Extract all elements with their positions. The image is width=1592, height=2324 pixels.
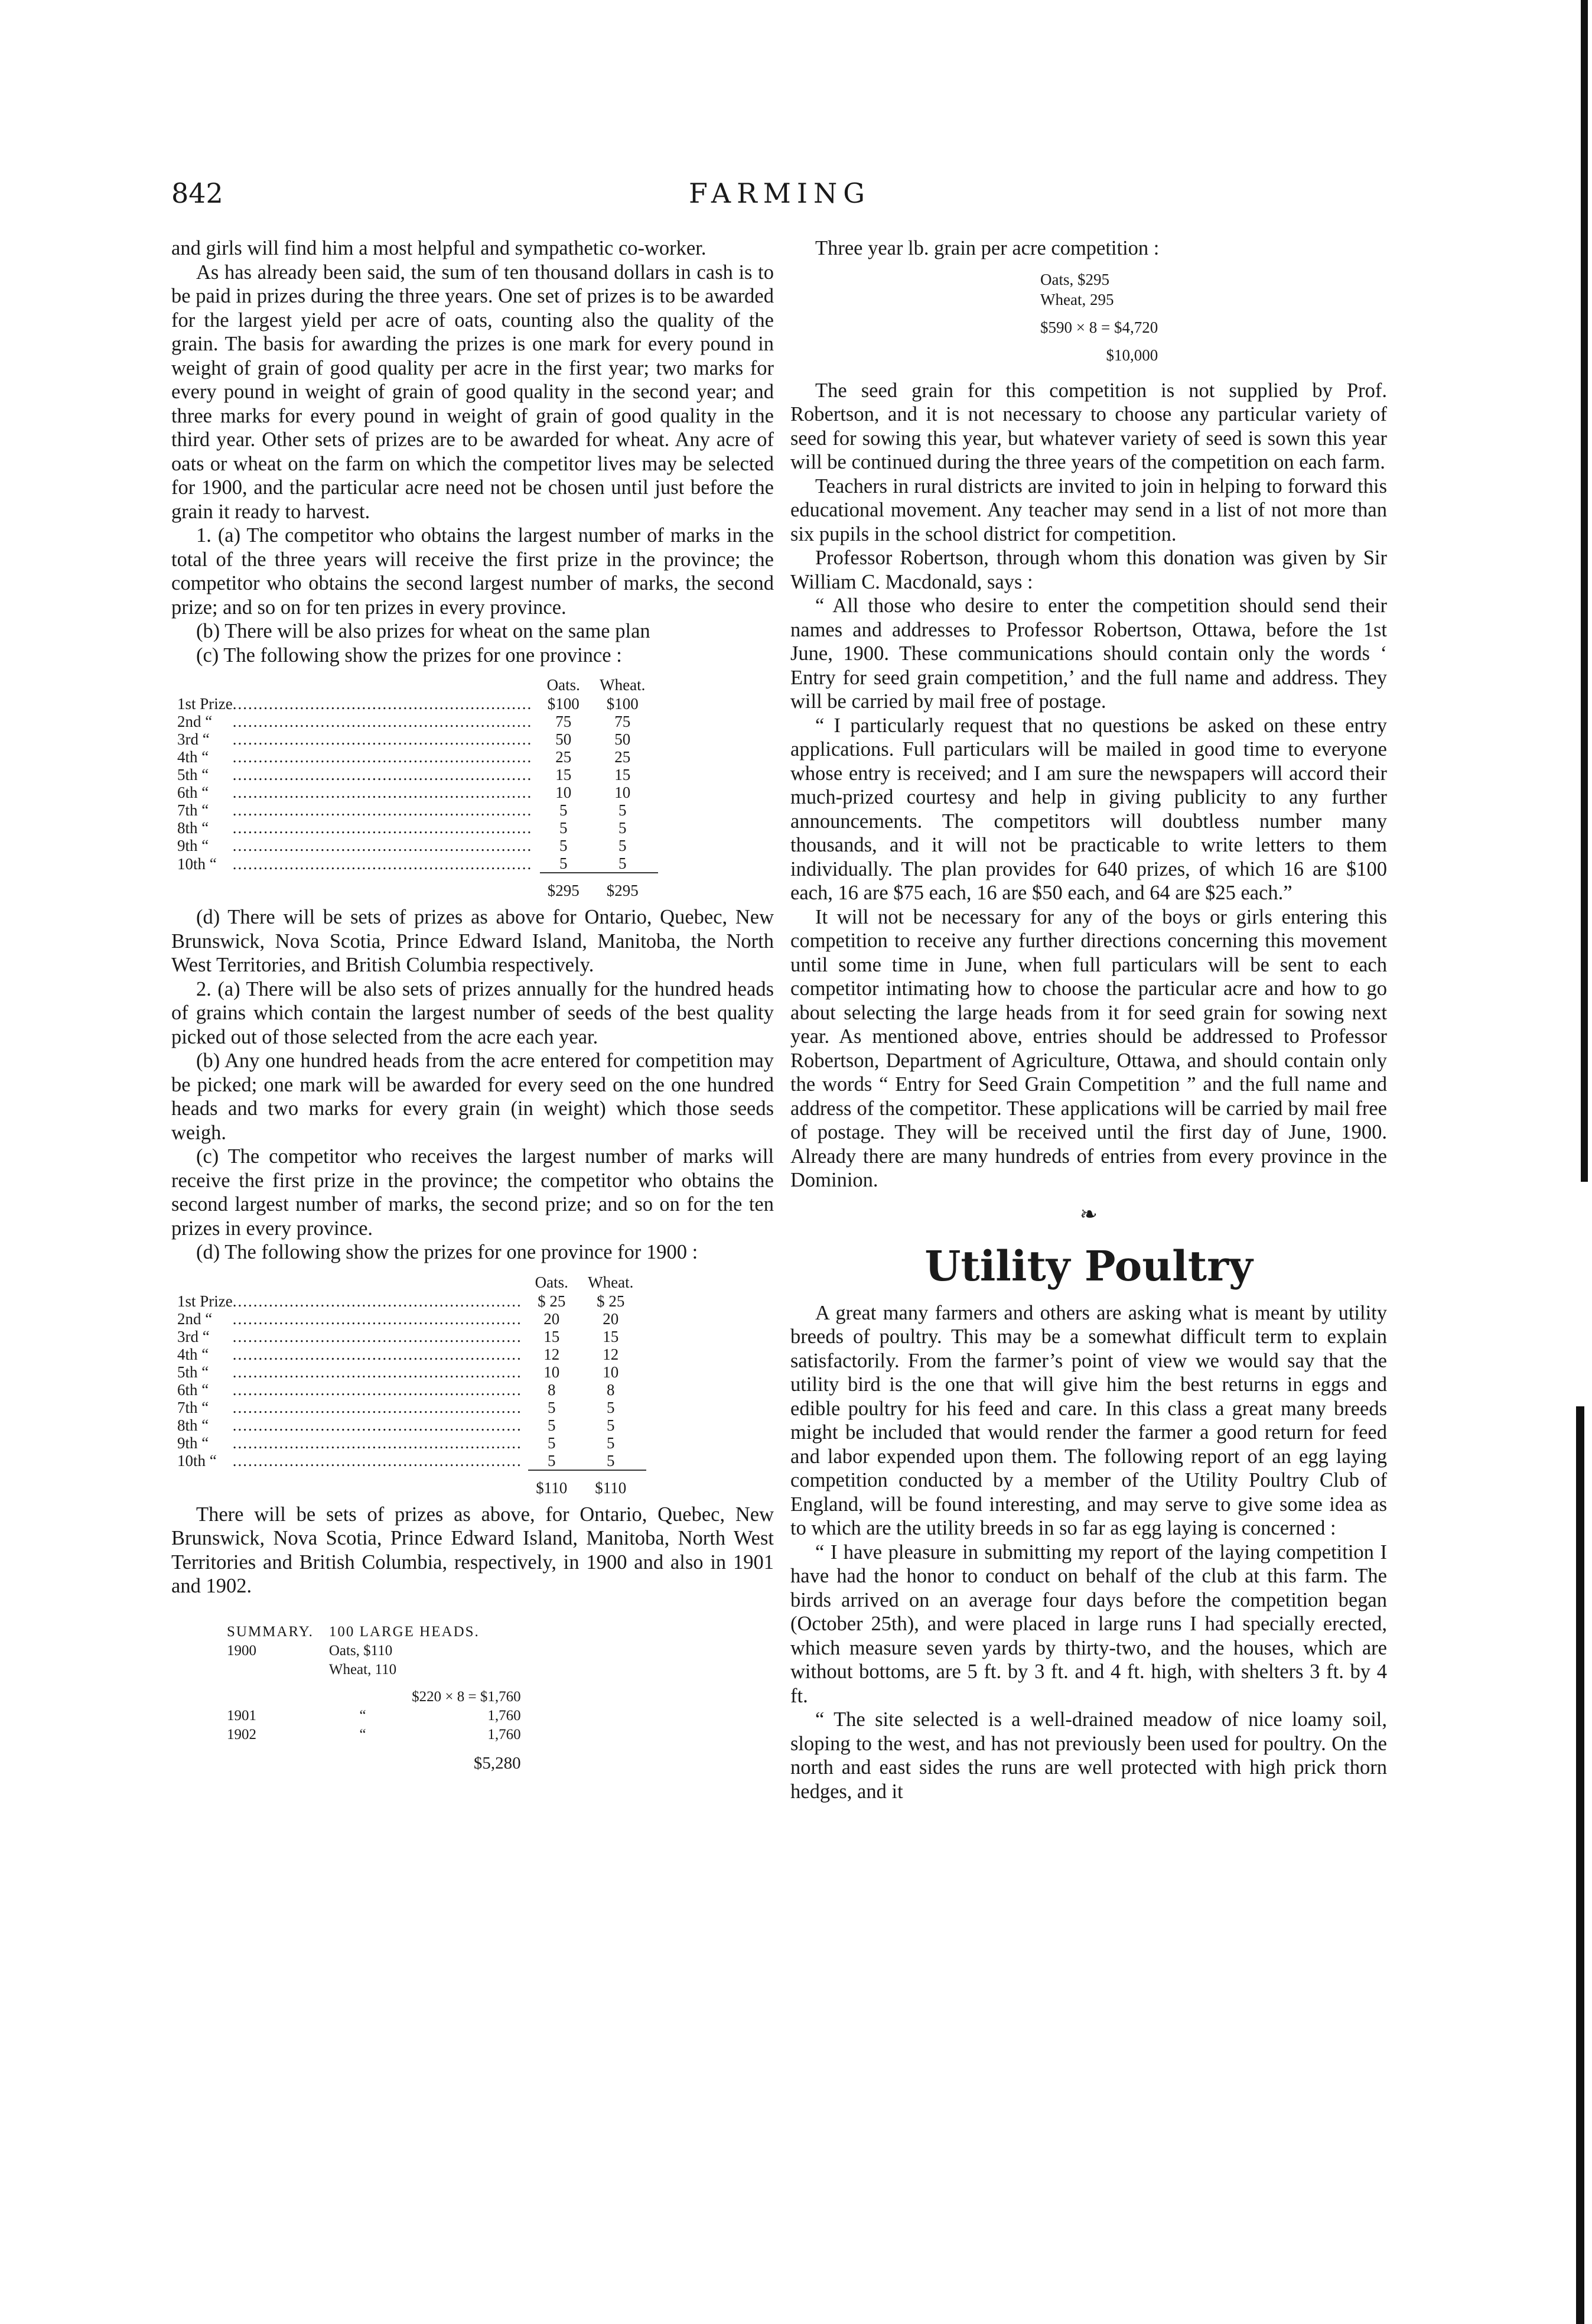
wheat-value: 5 bbox=[618, 837, 627, 854]
table-row bbox=[171, 695, 658, 713]
scan-edge-mark bbox=[1576, 1406, 1584, 2324]
leader-dots: ........................................................ bbox=[232, 1327, 522, 1345]
table-row bbox=[171, 1345, 646, 1363]
column-header-wheat: Wheat. bbox=[600, 676, 646, 694]
wheat-value: 8 bbox=[607, 1380, 615, 1399]
paragraph: A great many farmers and others are asking what is meant by utility breeds of poultry. This may be a somewhat difficult term to explain satisfactorily. From the farmer’s point of view we would say that the utility bird is the one that will give him the best returns in eggs and edible poultry for his feed and care. In this class a great many breeds might be included that would render the farmer a good return for feed and labor expended upon them. The following report of an egg laying competition conducted by a member of the Utility Poultry Club of England, will be found interesting, and may serve to give some idea as to which are the utility breeds in so far as egg laying is concerned : bbox=[790, 1301, 1387, 1539]
prize-rank: 4th “ bbox=[177, 748, 209, 766]
three-year-oats: Oats, $295 bbox=[1040, 270, 1109, 288]
prize-rank: 8th “ bbox=[177, 1416, 209, 1434]
oats-value: 5 bbox=[548, 1416, 556, 1434]
prize-rank: 5th “ bbox=[177, 1363, 209, 1381]
wheat-value: 5 bbox=[607, 1398, 615, 1416]
table-row bbox=[171, 1434, 646, 1452]
summary-calc: $220 × 8 = $1,760 bbox=[412, 1688, 521, 1705]
prize-rank: 1st Prize bbox=[177, 695, 233, 713]
table-header-row bbox=[171, 1273, 646, 1292]
leader-dots: ........................................................ bbox=[232, 1452, 522, 1470]
leader-dots: .......................................................... bbox=[232, 713, 533, 730]
column-header-wheat: Wheat. bbox=[588, 1273, 634, 1291]
total-oats: $110 bbox=[528, 1470, 575, 1497]
three-year-calc: $590 × 8 = $4,720 bbox=[1040, 318, 1158, 336]
paragraph: “ I particularly request that no questions be asked on these entry applications. Full particulars will be mailed in good time to everyone whose entry is received; and I am sure the newspapers will accord their much-prized courtesy and help in giving publicity to any further announcements. The competitors will doubtless number many thousands, and it will not be practicable to write letters to them individually. The plan provides for 640 prizes, of which 16 are $100 each, 16 are $75 each, 16 are $50 each, and 64 are $25 each.” bbox=[790, 714, 1387, 904]
prize-rank: 7th “ bbox=[177, 801, 209, 819]
paragraph: (d) The following show the prizes for one province for 1900 : bbox=[196, 1241, 698, 1263]
wheat-value: 15 bbox=[614, 766, 631, 784]
prize-rank: 10th “ bbox=[177, 1452, 217, 1470]
prize-rank: 8th “ bbox=[177, 819, 209, 837]
summary-total: $5,280 bbox=[473, 1753, 521, 1773]
prize-rank: 6th “ bbox=[177, 784, 209, 801]
leader-dots: ........................................................ bbox=[232, 1398, 522, 1416]
wheat-value: 5 bbox=[618, 854, 627, 872]
oats-value: 5 bbox=[559, 837, 568, 854]
wheat-value: 75 bbox=[614, 713, 631, 730]
wheat-value: 10 bbox=[614, 784, 631, 801]
prize-rank: 1st Prize bbox=[177, 1292, 233, 1310]
table-row bbox=[171, 854, 658, 873]
wheat-value: 15 bbox=[603, 1327, 619, 1345]
table-row bbox=[171, 730, 658, 748]
total-wheat: $110 bbox=[575, 1470, 646, 1497]
table-row bbox=[171, 1381, 646, 1399]
prize-table-grain bbox=[171, 675, 658, 899]
paragraph: It will not be necessary for any of the boys or girls entering this competition to receive any further directions concerning this movement until some time in June, when full particulars will be sent to each competitor intimating how to choose the particular acre and how to go about selecting the large heads from it for seed grain for sowing next year. As mentioned above, entries should be addressed to Professor Robertson, Department of Agriculture, Ottawa, and should contain only the words “ Entry for Seed Grain Competition ” and the full name and address of the competitor. These applications will be carried by mail free of postage. They will be received until the first day of June, 1900. Already there are many hundreds of entries from every province in the Dominion. bbox=[790, 905, 1387, 1191]
paragraph: Teachers in rural districts are invited to join in helping to forward this educational movement. Any teacher may send in a list of not more than six pupils in the school district for competition. bbox=[790, 474, 1387, 545]
left-column bbox=[171, 236, 774, 1773]
oats-value: 5 bbox=[559, 801, 568, 819]
table-total-row bbox=[171, 1470, 646, 1497]
heads-label: 100 LARGE HEADS. bbox=[328, 1623, 480, 1640]
prize-rank: 2nd “ bbox=[177, 713, 213, 730]
paragraph: The seed grain for this competition is not supplied by Prof. Robertson, and it is not necessary to choose any particular variety of seed for sowing this year, but whatever variety of seed is sown this year will be continued during the three years of the competition on each farm. bbox=[790, 379, 1387, 473]
oats-value: $100 bbox=[547, 695, 579, 713]
summary-value: 1,760 bbox=[487, 1726, 521, 1743]
summary-table bbox=[219, 1622, 529, 1773]
paragraph: 2. (a) There will be also sets of prizes annually for the hundred heads of grains which contain the largest number of seeds of the best quality picked out of those selected from the acre each year. bbox=[171, 977, 774, 1048]
leader-dots: .......................................................... bbox=[232, 801, 533, 819]
oats-value: 5 bbox=[548, 1398, 556, 1416]
oats-value: 25 bbox=[555, 748, 572, 766]
column-header-oats: Oats. bbox=[546, 676, 580, 694]
leader-dots: ........................................................ bbox=[232, 1292, 522, 1310]
prize-rank: 5th “ bbox=[177, 766, 209, 784]
wheat-value: $ 25 bbox=[597, 1292, 625, 1310]
table-body bbox=[171, 1292, 646, 1470]
table-row bbox=[171, 801, 658, 819]
wheat-value: 5 bbox=[607, 1434, 615, 1452]
oats-value: 15 bbox=[555, 766, 572, 784]
wheat-value: $100 bbox=[606, 695, 639, 713]
oats-value: 20 bbox=[543, 1309, 560, 1328]
prize-rank: 6th “ bbox=[177, 1380, 209, 1399]
prize-rank: 9th “ bbox=[177, 837, 209, 854]
three-year-table bbox=[1038, 269, 1160, 366]
ditto-mark: “ bbox=[359, 1726, 366, 1743]
oats-value: 10 bbox=[543, 1363, 560, 1381]
summary-wheat: Wheat, 110 bbox=[328, 1661, 397, 1678]
paragraph: 1. (a) The competitor who obtains the largest number of marks in the total of the three years will receive the first prize in the province; the competitor who obtains the second largest number of marks, the second prize; and so on for ten prizes in every province. bbox=[171, 524, 774, 619]
oats-value: 5 bbox=[548, 1434, 556, 1452]
table-row bbox=[171, 784, 658, 801]
leader-dots: ........................................................ bbox=[232, 1434, 522, 1452]
wheat-value: 12 bbox=[603, 1345, 619, 1363]
ornament-icon: ❧ bbox=[1079, 1202, 1098, 1226]
leader-dots: .......................................................... bbox=[232, 766, 533, 784]
wheat-value: 5 bbox=[607, 1451, 615, 1470]
leader-dots: ........................................................ bbox=[232, 1363, 522, 1381]
oats-value: 8 bbox=[548, 1380, 556, 1399]
leader-dots: .......................................................... bbox=[232, 730, 533, 748]
leader-dots: .......................................................... bbox=[232, 695, 533, 713]
summary-year: 1900 bbox=[227, 1642, 256, 1659]
three-year-wheat: Wheat, 295 bbox=[1040, 290, 1114, 308]
column-header-oats: Oats. bbox=[535, 1273, 568, 1291]
oats-value: 15 bbox=[543, 1327, 560, 1345]
summary-year: 1902 bbox=[227, 1726, 256, 1743]
oats-value: 75 bbox=[555, 713, 572, 730]
summary-label: SUMMARY. bbox=[227, 1623, 314, 1640]
summary-year: 1901 bbox=[227, 1707, 256, 1724]
leader-dots: ........................................................ bbox=[232, 1345, 522, 1363]
prize-rank: 9th “ bbox=[177, 1434, 209, 1452]
table-header-row bbox=[171, 675, 658, 695]
leader-dots: .......................................................... bbox=[232, 748, 533, 766]
oats-value: 12 bbox=[543, 1345, 560, 1363]
right-column bbox=[790, 236, 1387, 1803]
prize-rank: 4th “ bbox=[177, 1345, 209, 1363]
oats-value: 5 bbox=[559, 854, 568, 872]
ditto-mark: “ bbox=[359, 1707, 366, 1724]
leader-dots: ........................................................ bbox=[232, 1380, 522, 1399]
wheat-value: 20 bbox=[603, 1309, 619, 1328]
prize-rank: 3rd “ bbox=[177, 1327, 210, 1345]
paragraph: Professor Robertson, through whom this donation was given by Sir William C. Macdonald, says : bbox=[790, 547, 1387, 593]
paragraph: As has already been said, the sum of ten thousand dollars in cash is to be paid in prizes during the three years. One set of prizes is to be awarded for the largest yield per acre of oats, counting also the quality of the grain. The basis for awarding the prizes is one mark for every pound in weight of grain of good quality per acre in the first year; two marks for every pound in weight of grain of good quality in the second year; and three marks for every pound in weight of grain of good quality in the third year. Other sets of prizes are to be awarded for wheat. Any acre of oats or wheat on the farm on which the competitor lives may be selected for 1900, and the particular acre need not be chosen until just before the grain it ready to harvest. bbox=[171, 261, 774, 523]
prize-rank: 3rd “ bbox=[177, 730, 210, 748]
wheat-value: 5 bbox=[618, 819, 627, 837]
page-number: 842 bbox=[171, 177, 223, 209]
oats-value: 10 bbox=[555, 784, 572, 801]
paragraph: Three year lb. grain per acre competition : bbox=[815, 237, 1160, 259]
table-row bbox=[171, 1399, 646, 1416]
table-row bbox=[171, 1292, 646, 1310]
prize-rank: 7th “ bbox=[177, 1398, 209, 1416]
oats-value: 50 bbox=[555, 730, 572, 748]
wheat-value: 10 bbox=[603, 1363, 619, 1381]
summary-value: 1,760 bbox=[487, 1707, 521, 1724]
running-title: FARMING bbox=[688, 177, 871, 209]
paragraph: (c) The competitor who receives the largest number of marks will receive the first prize in the province; the competitor who obtains the second largest number of marks, the second prize; and so on for the ten prizes in every province. bbox=[171, 1145, 774, 1240]
table-total-row bbox=[171, 873, 658, 899]
table-row bbox=[171, 748, 658, 766]
table-row bbox=[171, 837, 658, 854]
paragraph: “ I have pleasure in submitting my report of the laying competition I have had the honor to conduct on behalf of the club at this farm. The birds arrived on an average four days before the competition began (October 25th), and were placed in large runs I had specially erected, which measure seven yards by thirty-two, and the houses, which are without bottoms, are 5 ft. by 3 ft. and 4 ft. high, with shelters 3 ft. by 4 ft. bbox=[790, 1540, 1387, 1707]
table-row bbox=[171, 819, 658, 837]
leader-dots: .......................................................... bbox=[232, 854, 533, 873]
leader-dots: .......................................................... bbox=[232, 784, 533, 801]
table-row bbox=[171, 1363, 646, 1381]
leader-dots: ........................................................ bbox=[232, 1309, 522, 1328]
wheat-value: 50 bbox=[614, 730, 631, 748]
paragraph: and girls will find him a most helpful and sympathetic co-worker. bbox=[171, 237, 707, 259]
total-oats: $295 bbox=[540, 873, 587, 899]
page-header bbox=[171, 177, 1388, 219]
scan-edge-mark bbox=[1581, 0, 1588, 1182]
wheat-value: 5 bbox=[618, 801, 627, 819]
wheat-value: 25 bbox=[614, 748, 631, 766]
prize-table-heads bbox=[171, 1273, 646, 1497]
table-body bbox=[171, 695, 658, 873]
prize-rank: 10th “ bbox=[177, 854, 217, 873]
oats-value: 5 bbox=[548, 1451, 556, 1470]
summary-oats: Oats, $110 bbox=[328, 1642, 393, 1659]
leader-dots: .......................................................... bbox=[232, 819, 533, 837]
oats-value: $ 25 bbox=[538, 1292, 566, 1310]
table-row bbox=[171, 1328, 646, 1345]
three-year-total: $10,000 bbox=[1106, 346, 1158, 364]
paragraph: (b) There will be also prizes for wheat on the same plan bbox=[196, 620, 650, 642]
leader-dots: .......................................................... bbox=[232, 837, 533, 854]
table-row bbox=[171, 1416, 646, 1434]
paragraph: (d) There will be sets of prizes as above for Ontario, Quebec, New Brunswick, Nova Scotia, Prince Edward Island, Manitoba, the North West Territories, and British Columbia respectively. bbox=[171, 906, 774, 976]
paragraph: There will be sets of prizes as above, for Ontario, Quebec, New Brunswick, Nova Scotia, Prince Edward Island, Manitoba, North West Territories and British Columbia, respectively, in 1900 and also in 1901 and 1902. bbox=[171, 1503, 774, 1597]
paragraph: “ The site selected is a well-drained meadow of nice loamy soil, sloping to the west, and has not previously been used for poultry. On the north and east sides the runs are well protected with high prick thorn hedges, and it bbox=[790, 1708, 1387, 1803]
table-row bbox=[171, 1452, 646, 1470]
total-wheat: $295 bbox=[587, 873, 658, 899]
wheat-value: 5 bbox=[607, 1416, 615, 1434]
paragraph: (c) The following show the prizes for one province : bbox=[196, 643, 622, 667]
paragraph: (b) Any one hundred heads from the acre entered for competition may be picked; one mark will be awarded for every seed on the one hundred heads and two marks for every grain (in weight) which those seeds weigh. bbox=[171, 1049, 774, 1144]
oats-value: 5 bbox=[559, 819, 568, 837]
article-heading: Utility Poultry bbox=[924, 1241, 1253, 1291]
paragraph: “ All those who desire to enter the competition should send their names and addresses to Professor Robertson, Ottawa, before the 1st June, 1900. These communications should contain only the words ‘ Entry for seed grain competition,’ and the full name and address. They will be carried by mail free of postage. bbox=[790, 594, 1387, 713]
leader-dots: ........................................................ bbox=[232, 1416, 522, 1434]
table-row bbox=[171, 1310, 646, 1328]
table-row bbox=[171, 766, 658, 784]
table-row bbox=[171, 713, 658, 730]
prize-rank: 2nd “ bbox=[177, 1309, 213, 1328]
